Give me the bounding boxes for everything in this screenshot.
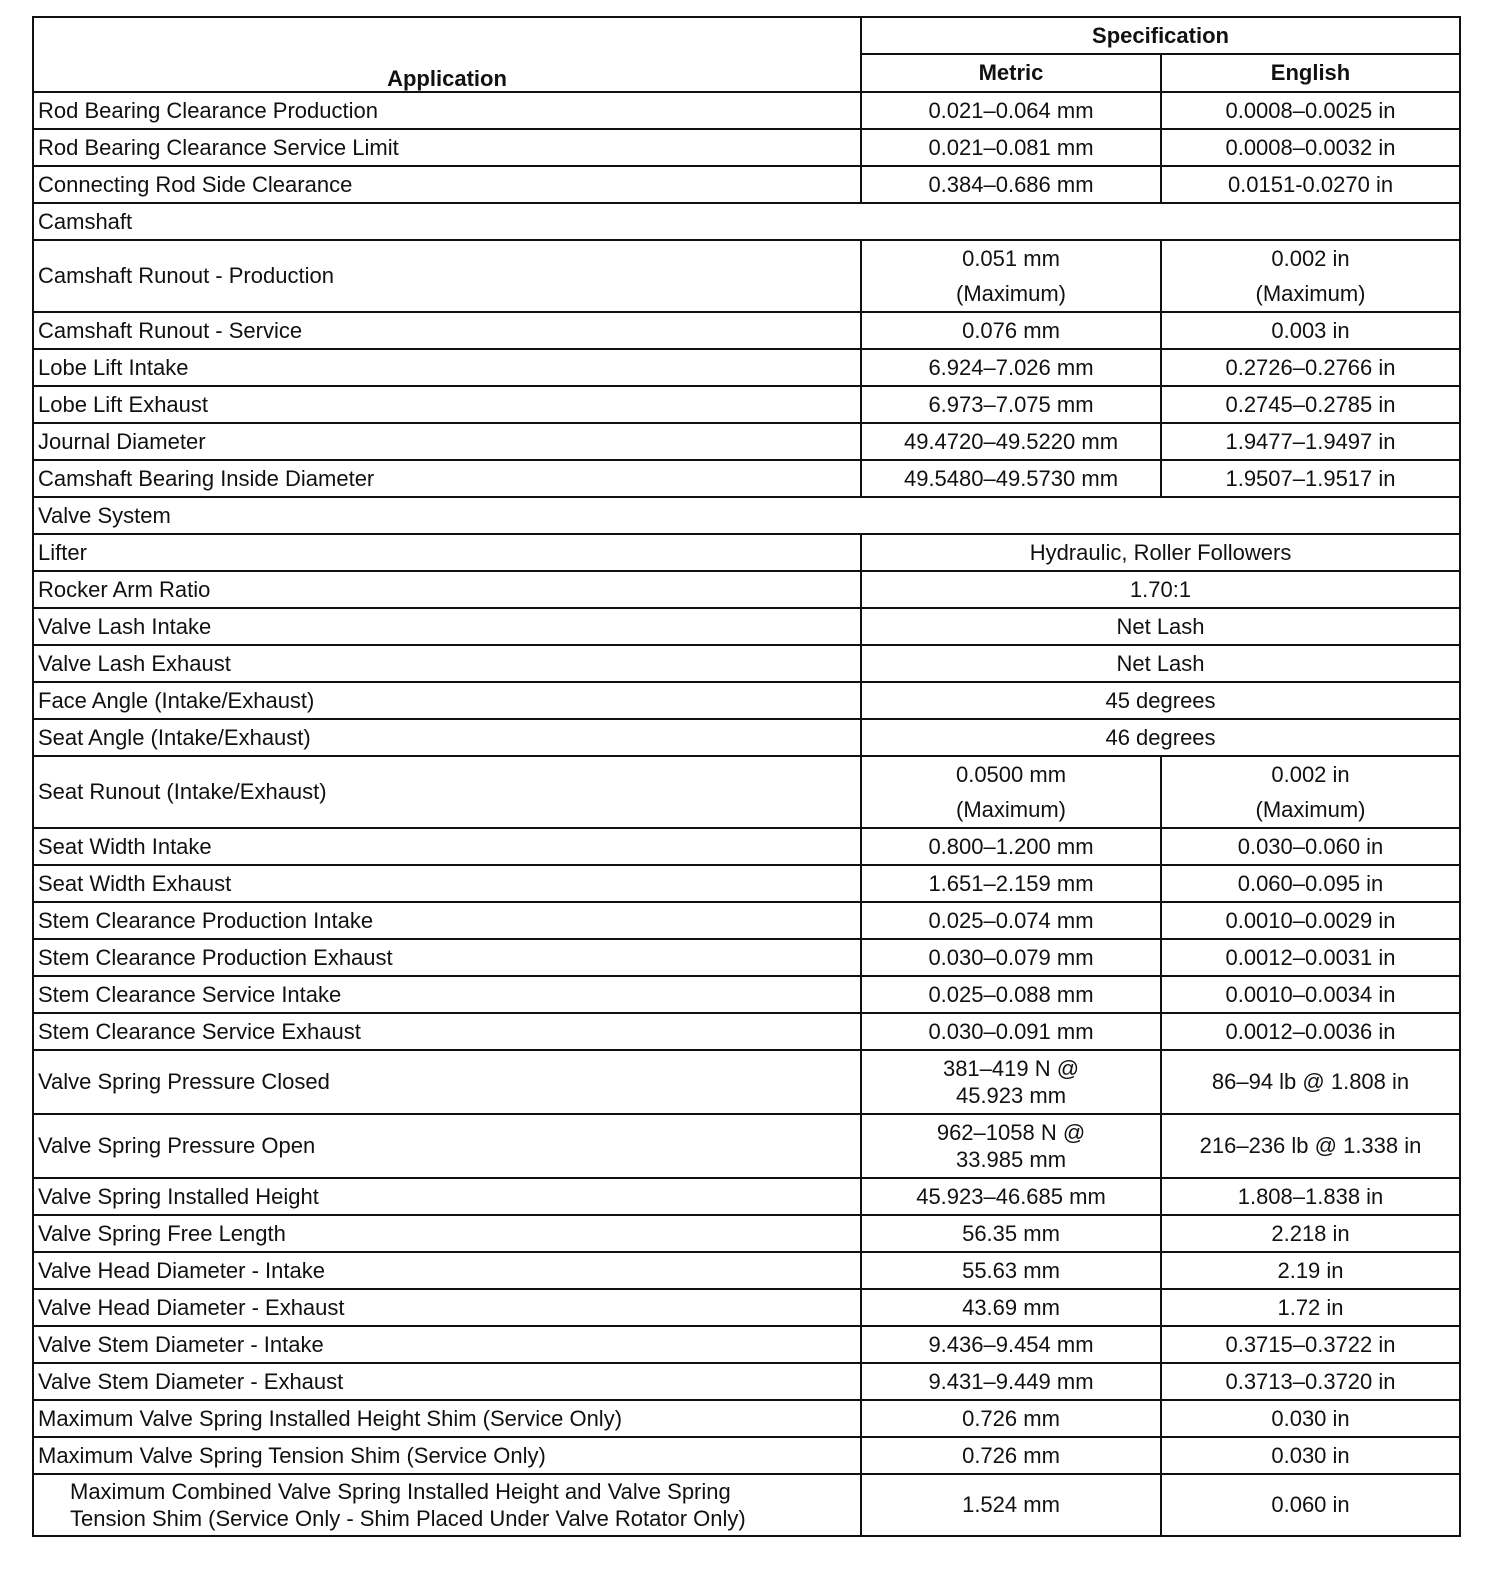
table-row xyxy=(33,1178,1460,1215)
english-value: 86–94 lb @ 1.808 in xyxy=(1161,1050,1460,1114)
application-text-line2: Tension Shim (Service Only - Shim Placed Under Valve Rotator Only) xyxy=(70,1506,746,1531)
metric-value: 6.973–7.075 mm xyxy=(861,386,1161,423)
english-value: 0.3715–0.3722 in xyxy=(1161,1326,1460,1363)
metric-value: 55.63 mm xyxy=(861,1252,1161,1289)
table-row xyxy=(33,129,1460,166)
english-value-line2: (Maximum) xyxy=(1255,281,1366,306)
application-cell: Stem Clearance Production Intake xyxy=(33,902,861,939)
spec-value-combined: 1.70:1 xyxy=(861,571,1460,608)
english-value: 0.0008–0.0032 in xyxy=(1161,129,1460,166)
table-row xyxy=(33,571,1460,608)
table-row xyxy=(33,92,1460,129)
spec-value-combined: Hydraulic, Roller Followers xyxy=(861,534,1460,571)
table-row xyxy=(33,1050,1460,1114)
application-cell: Stem Clearance Service Intake xyxy=(33,976,861,1013)
english-value xyxy=(1161,756,1460,828)
english-value: 0.3713–0.3720 in xyxy=(1161,1363,1460,1400)
english-value: 0.2745–0.2785 in xyxy=(1161,386,1460,423)
english-value: 0.003 in xyxy=(1161,312,1460,349)
metric-value: 9.431–9.449 mm xyxy=(861,1363,1161,1400)
table-row xyxy=(33,166,1460,203)
table-row xyxy=(33,682,1460,719)
application-cell: Valve Head Diameter - Exhaust xyxy=(33,1289,861,1326)
english-value-line1: 0.002 in xyxy=(1271,762,1350,787)
metric-value: 0.384–0.686 mm xyxy=(861,166,1161,203)
header-metric: Metric xyxy=(861,54,1161,92)
application-cell: Stem Clearance Service Exhaust xyxy=(33,1013,861,1050)
application-cell: Maximum Valve Spring Installed Height Shim (Service Only) xyxy=(33,1400,861,1437)
application-cell xyxy=(33,1474,861,1536)
english-value: 0.060–0.095 in xyxy=(1161,865,1460,902)
application-cell: Maximum Valve Spring Tension Shim (Service Only) xyxy=(33,1437,861,1474)
table-row xyxy=(33,1437,1460,1474)
application-cell: Valve Spring Pressure Closed xyxy=(33,1050,861,1114)
section-row xyxy=(33,497,1460,534)
application-cell: Camshaft Runout - Production xyxy=(33,240,861,312)
application-cell: Connecting Rod Side Clearance xyxy=(33,166,861,203)
metric-value: 43.69 mm xyxy=(861,1289,1161,1326)
metric-value: 56.35 mm xyxy=(861,1215,1161,1252)
table-row xyxy=(33,865,1460,902)
english-value: 0.0012–0.0036 in xyxy=(1161,1013,1460,1050)
english-value: 2.218 in xyxy=(1161,1215,1460,1252)
table-row xyxy=(33,1363,1460,1400)
table-row xyxy=(33,240,1460,312)
metric-value-line1: 0.051 mm xyxy=(962,246,1060,271)
application-cell: Camshaft Runout - Service xyxy=(33,312,861,349)
application-cell: Face Angle (Intake/Exhaust) xyxy=(33,682,861,719)
english-value: 0.2726–0.2766 in xyxy=(1161,349,1460,386)
application-cell: Valve Stem Diameter - Intake xyxy=(33,1326,861,1363)
metric-value: 49.4720–49.5220 mm xyxy=(861,423,1161,460)
metric-value: 1.524 mm xyxy=(861,1474,1161,1536)
english-value: 0.030 in xyxy=(1161,1400,1460,1437)
spec-value-combined: Net Lash xyxy=(861,645,1460,682)
application-cell: Valve Spring Installed Height xyxy=(33,1178,861,1215)
header-english: English xyxy=(1161,54,1460,92)
table-row xyxy=(33,645,1460,682)
metric-value: 9.436–9.454 mm xyxy=(861,1326,1161,1363)
metric-value: 0.030–0.079 mm xyxy=(861,939,1161,976)
table-row xyxy=(33,902,1460,939)
section-heading: Camshaft xyxy=(33,203,1460,240)
metric-value xyxy=(861,1114,1161,1178)
application-cell: Valve Stem Diameter - Exhaust xyxy=(33,1363,861,1400)
table-row xyxy=(33,349,1460,386)
table-row xyxy=(33,460,1460,497)
english-value xyxy=(1161,240,1460,312)
english-value: 0.0151-0.0270 in xyxy=(1161,166,1460,203)
table-row xyxy=(33,1474,1460,1536)
english-value: 1.72 in xyxy=(1161,1289,1460,1326)
table-row xyxy=(33,1114,1460,1178)
metric-value-line2: (Maximum) xyxy=(956,281,1066,306)
application-cell: Valve Spring Pressure Open xyxy=(33,1114,861,1178)
application-cell: Valve Spring Free Length xyxy=(33,1215,861,1252)
application-cell: Valve Lash Intake xyxy=(33,608,861,645)
table-row xyxy=(33,976,1460,1013)
metric-value: 45.923–46.685 mm xyxy=(861,1178,1161,1215)
application-cell: Valve Head Diameter - Intake xyxy=(33,1252,861,1289)
metric-value: 1.651–2.159 mm xyxy=(861,865,1161,902)
metric-value: 0.025–0.088 mm xyxy=(861,976,1161,1013)
spec-table-body xyxy=(33,92,1460,1536)
metric-value-line1: 0.0500 mm xyxy=(955,762,1067,787)
english-value: 0.060 in xyxy=(1161,1474,1460,1536)
english-value: 2.19 in xyxy=(1161,1252,1460,1289)
metric-value-line1: 381–419 N @ xyxy=(942,1056,1080,1081)
table-row xyxy=(33,1215,1460,1252)
application-cell: Lobe Lift Intake xyxy=(33,349,861,386)
english-value-line1: 0.002 in xyxy=(1271,246,1350,271)
english-value: 0.0012–0.0031 in xyxy=(1161,939,1460,976)
spec-table xyxy=(32,16,1461,1537)
header-specification: Specification xyxy=(861,17,1460,54)
application-cell: Seat Runout (Intake/Exhaust) xyxy=(33,756,861,828)
application-cell: Rod Bearing Clearance Production xyxy=(33,92,861,129)
table-row xyxy=(33,719,1460,756)
application-cell: Seat Angle (Intake/Exhaust) xyxy=(33,719,861,756)
english-value: 1.9507–1.9517 in xyxy=(1161,460,1460,497)
table-row xyxy=(33,1326,1460,1363)
english-value: 216–236 lb @ 1.338 in xyxy=(1161,1114,1460,1178)
application-cell: Camshaft Bearing Inside Diameter xyxy=(33,460,861,497)
english-value-line2: (Maximum) xyxy=(1255,797,1366,822)
application-cell: Lifter xyxy=(33,534,861,571)
table-row xyxy=(33,534,1460,571)
english-value: 1.808–1.838 in xyxy=(1161,1178,1460,1215)
application-cell: Stem Clearance Production Exhaust xyxy=(33,939,861,976)
english-value: 0.030 in xyxy=(1161,1437,1460,1474)
metric-value: 0.726 mm xyxy=(861,1400,1161,1437)
table-row xyxy=(33,423,1460,460)
metric-value xyxy=(861,756,1161,828)
table-row xyxy=(33,1013,1460,1050)
application-cell: Valve Lash Exhaust xyxy=(33,645,861,682)
application-cell: Lobe Lift Exhaust xyxy=(33,386,861,423)
english-value: 0.0010–0.0029 in xyxy=(1161,902,1460,939)
metric-value: 0.021–0.064 mm xyxy=(861,92,1161,129)
table-row xyxy=(33,1252,1460,1289)
section-row xyxy=(33,203,1460,240)
english-value: 1.9477–1.9497 in xyxy=(1161,423,1460,460)
spec-value-combined: Net Lash xyxy=(861,608,1460,645)
metric-value: 0.800–1.200 mm xyxy=(861,828,1161,865)
metric-value: 6.924–7.026 mm xyxy=(861,349,1161,386)
table-row xyxy=(33,756,1460,828)
metric-value: 49.5480–49.5730 mm xyxy=(861,460,1161,497)
metric-value: 0.076 mm xyxy=(861,312,1161,349)
metric-value-line2: (Maximum) xyxy=(956,797,1066,822)
application-cell: Seat Width Exhaust xyxy=(33,865,861,902)
spec-value-combined: 45 degrees xyxy=(861,682,1460,719)
metric-value: 0.726 mm xyxy=(861,1437,1161,1474)
metric-value-line2: 33.985 mm xyxy=(955,1147,1067,1172)
metric-value xyxy=(861,240,1161,312)
section-heading: Valve System xyxy=(33,497,1460,534)
metric-value-line2: 45.923 mm xyxy=(955,1083,1067,1108)
english-value: 0.030–0.060 in xyxy=(1161,828,1460,865)
metric-value: 0.021–0.081 mm xyxy=(861,129,1161,166)
header-application: Application xyxy=(33,17,861,92)
table-row xyxy=(33,608,1460,645)
table-row xyxy=(33,386,1460,423)
metric-value-line1: 962–1058 N @ xyxy=(936,1120,1086,1145)
application-cell: Rocker Arm Ratio xyxy=(33,571,861,608)
metric-value xyxy=(861,1050,1161,1114)
application-cell: Rod Bearing Clearance Service Limit xyxy=(33,129,861,166)
english-value: 0.0010–0.0034 in xyxy=(1161,976,1460,1013)
metric-value: 0.030–0.091 mm xyxy=(861,1013,1161,1050)
table-row xyxy=(33,939,1460,976)
table-row xyxy=(33,312,1460,349)
application-cell: Journal Diameter xyxy=(33,423,861,460)
table-row xyxy=(33,1289,1460,1326)
english-value: 0.0008–0.0025 in xyxy=(1161,92,1460,129)
application-text: Maximum Combined Valve Spring Installed Height and Valve Spring xyxy=(70,1479,731,1504)
application-cell: Seat Width Intake xyxy=(33,828,861,865)
table-row xyxy=(33,1400,1460,1437)
spec-value-combined: 46 degrees xyxy=(861,719,1460,756)
metric-value: 0.025–0.074 mm xyxy=(861,902,1161,939)
table-row xyxy=(33,828,1460,865)
